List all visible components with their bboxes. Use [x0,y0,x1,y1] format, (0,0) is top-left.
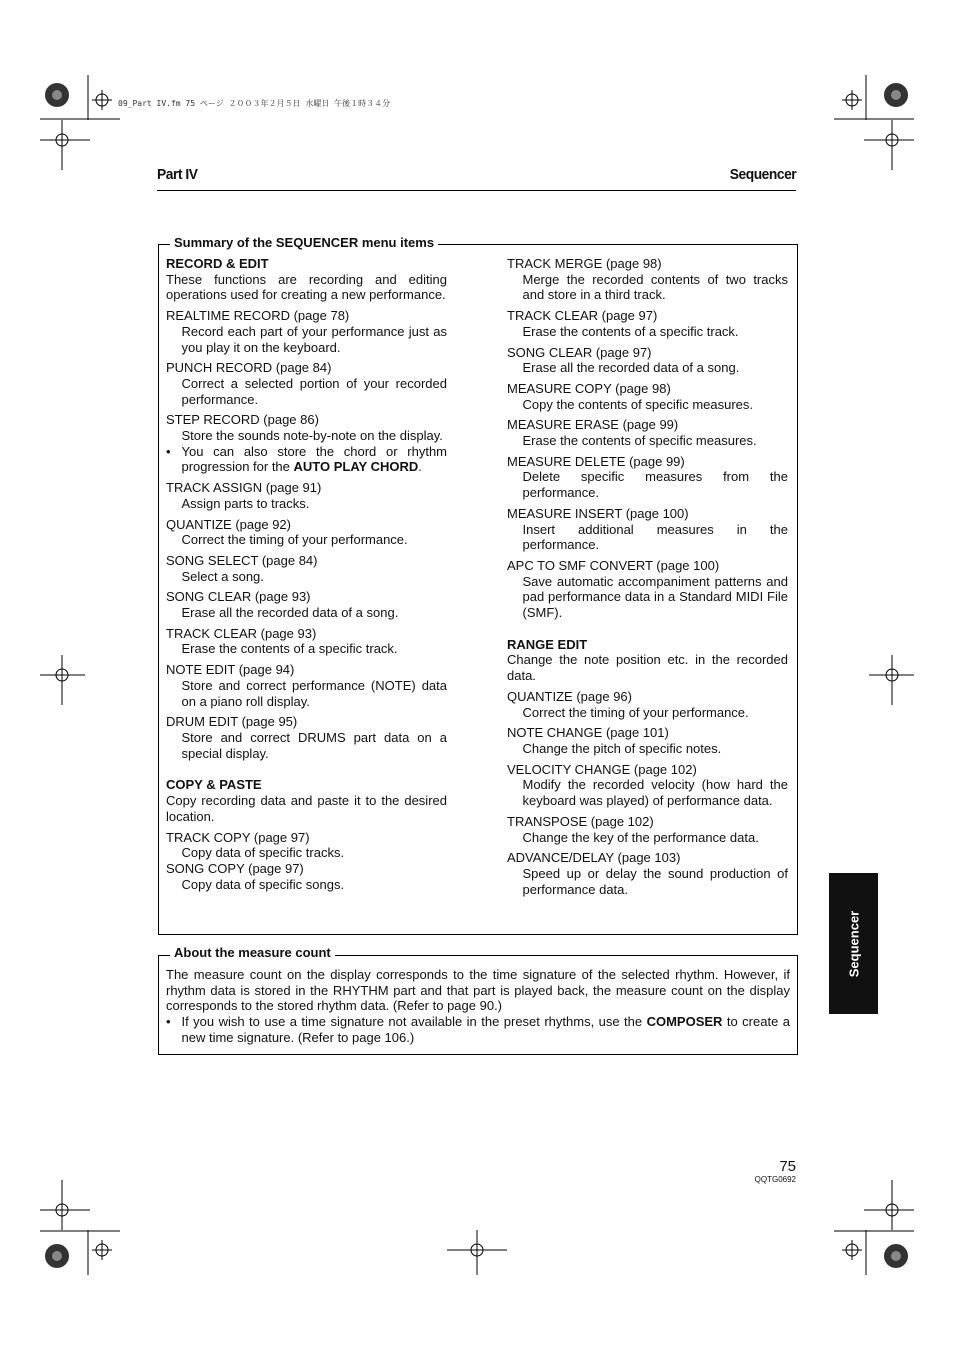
menu-item [507,558,788,621]
summary-box-title: Summary of the SEQUENCER menu items [170,235,438,251]
menu-item-desc: Erase all the recorded data of a song. [522,360,740,376]
menu-item-desc: Delete specific measures from the performance. [522,469,788,501]
menu-item-desc: Insert additional measures in the performance. [522,521,788,553]
menu-item [166,553,447,584]
menu-item [507,814,788,845]
bullet-text: If you wish to use a time signature not available in the preset rhythms, use the [181,1014,647,1030]
menu-item-name: TRACK ASSIGN (page 91) [166,480,322,496]
menu-item-name: NOTE CHANGE (page 101) [507,725,669,741]
menu-item-desc: Speed up or delay the sound production of performance data. [522,865,788,897]
menu-item-desc: Copy data of specific songs. [181,876,345,892]
menu-item [507,256,788,303]
note-bullet: • You can also store the chord or rhythm progression for the AUTO PLAY CHORD. [166,443,447,475]
menu-item-name: MEASURE INSERT (page 100) [507,505,689,521]
menu-item-name: APC TO SMF CONVERT (page 100) [507,557,720,573]
menu-item-desc: Correct a selected portion of your recorded performance. [181,375,447,407]
about-text: The measure count on the display corresponds to the time signature of the selected rhythm. However, if rhythm data is stored in the RHYTHM part and that part is played back, the measure count on the display corresponds to the stored rhythm data. (Refer to page 90.) [166,967,790,1014]
menu-item-desc: Merge the recorded contents of two tracks and store in a third track. [522,271,788,303]
menu-item-name: QUANTIZE (page 96) [507,688,632,704]
menu-item [507,762,788,809]
side-tab-label: Sequencer [846,910,861,977]
menu-item-desc: Store the sounds note-by-note on the display. [181,428,443,444]
menu-item-desc: Store and correct performance (NOTE) data on a piano roll display. [181,677,447,709]
document-code: QQTG0692 [754,1175,796,1184]
menu-item-desc: Assign parts to tracks. [181,495,310,511]
section-intro: Change the note position etc. in the recorded data. [507,652,788,684]
section-side-tab [829,873,878,1014]
menu-item [507,417,788,448]
section-intro: Copy recording data and paste it to the desired location. [166,793,447,824]
menu-item-desc: Modify the recorded velocity (how hard the keyboard was played) of performance data. [522,777,788,809]
bullet-bold-text: COMPOSER [646,1014,723,1030]
menu-item-name: SONG CLEAR (page 93) [166,589,311,605]
part-header: Part IV [157,166,198,183]
about-box-title: About the measure count [170,945,335,961]
section-intro: These functions are recording and editing operations used for creating a new performance. [166,271,447,303]
menu-item-name: STEP RECORD (page 86) [166,412,319,428]
menu-item [166,517,447,548]
menu-item-desc: Change the key of the performance data. [522,829,759,845]
menu-item-name: SONG CLEAR (page 97) [507,344,652,360]
menu-item [166,480,447,511]
menu-item-desc: Correct the timing of your performance. [181,532,408,548]
page-number: 75 [779,1158,796,1175]
menu-item-name: PUNCH RECORD (page 84) [166,360,332,376]
summary-left-column [166,256,447,892]
menu-item-desc: Record each part of your performance just as you play it on the keyboard. [181,323,447,355]
menu-item [166,830,447,861]
bullet-text-end: . [418,459,422,475]
section-range-edit [507,637,788,898]
menu-item [507,850,788,897]
spacer [166,761,447,777]
menu-item [166,589,447,620]
menu-item-desc: Erase the contents of a specific track. [522,323,739,339]
menu-item [166,412,447,475]
menu-item [507,506,788,553]
menu-item-name: TRACK COPY (page 97) [166,829,310,845]
menu-item-name: TRACK CLEAR (page 97) [507,308,658,324]
menu-item [166,308,447,355]
menu-item-name: SONG COPY (page 97) [166,860,304,876]
section-title: RECORD & EDIT [166,256,269,271]
menu-item-name: TRACK MERGE (page 98) [507,256,662,271]
about-box-body [166,967,790,1046]
menu-item [166,626,447,657]
bullet-bold-text: AUTO PLAY CHORD [293,459,419,475]
section-title: COPY & PASTE [166,777,262,793]
menu-item [507,381,788,412]
menu-item [507,454,788,501]
menu-item-name: TRANSPOSE (page 102) [507,813,654,829]
section-header: Sequencer [729,166,796,183]
menu-item-name: ADVANCE/DELAY (page 103) [507,850,681,866]
menu-item-name: VELOCITY CHANGE (page 102) [507,761,697,777]
menu-item-name: MEASURE ERASE (page 99) [507,417,679,433]
menu-item-desc: Select a song. [181,568,264,584]
menu-item-desc: Store and correct DRUMS part data on a special display. [181,729,447,761]
section-title: RANGE EDIT [507,636,588,652]
menu-item [507,725,788,756]
menu-item-name: SONG SELECT (page 84) [166,552,318,568]
menu-item-name: QUANTIZE (page 92) [166,516,291,532]
bullet-text: You can also store the chord or rhythm progression for the [181,443,447,475]
section-record-edit [166,256,447,761]
menu-item-desc: Correct the timing of your performance. [522,704,749,720]
menu-item-name: REALTIME RECORD (page 78) [166,308,350,324]
note-bullet: • If you wish to use a time signature not available in the preset rhythms, use the COMPOSER to create a new time signature. (Refer to page 106.) [166,1014,790,1045]
menu-item-name: MEASURE DELETE (page 99) [507,453,685,469]
menu-item [166,662,447,709]
menu-item-name: NOTE EDIT (page 94) [166,662,295,678]
menu-item-desc: Erase all the recorded data of a song. [181,605,399,621]
bullet-text-end: to create a new time signature. (Refer to page 106.) [181,1014,790,1045]
menu-item-desc: Change the pitch of specific notes. [522,740,722,756]
section-copy-paste [166,777,447,892]
menu-item-desc: Erase the contents of a specific track. [181,641,398,657]
menu-item [166,861,447,892]
menu-item [507,689,788,720]
menu-item [166,360,447,407]
spacer [507,621,788,637]
menu-item-desc: Copy the contents of specific measures. [522,396,754,412]
header-rule [157,190,796,191]
print-info-line: 09_Part IV.fm 75 ページ ２００３年２月５日 水曜日 午後１時３４分 [118,99,391,108]
menu-item-desc: Save automatic accompaniment patterns and pad performance data in a Standard MIDI File (SMF). [522,573,788,621]
summary-right-column [507,256,788,897]
menu-item-desc: Erase the contents of specific measures. [522,433,757,449]
menu-item-name: DRUM EDIT (page 95) [166,714,298,730]
menu-item-desc: Copy data of specific tracks. [181,845,345,861]
menu-item-name: TRACK CLEAR (page 93) [166,625,317,641]
menu-item [507,345,788,376]
menu-item [507,308,788,339]
menu-item-name: MEASURE COPY (page 98) [507,380,671,396]
menu-item [166,714,447,761]
